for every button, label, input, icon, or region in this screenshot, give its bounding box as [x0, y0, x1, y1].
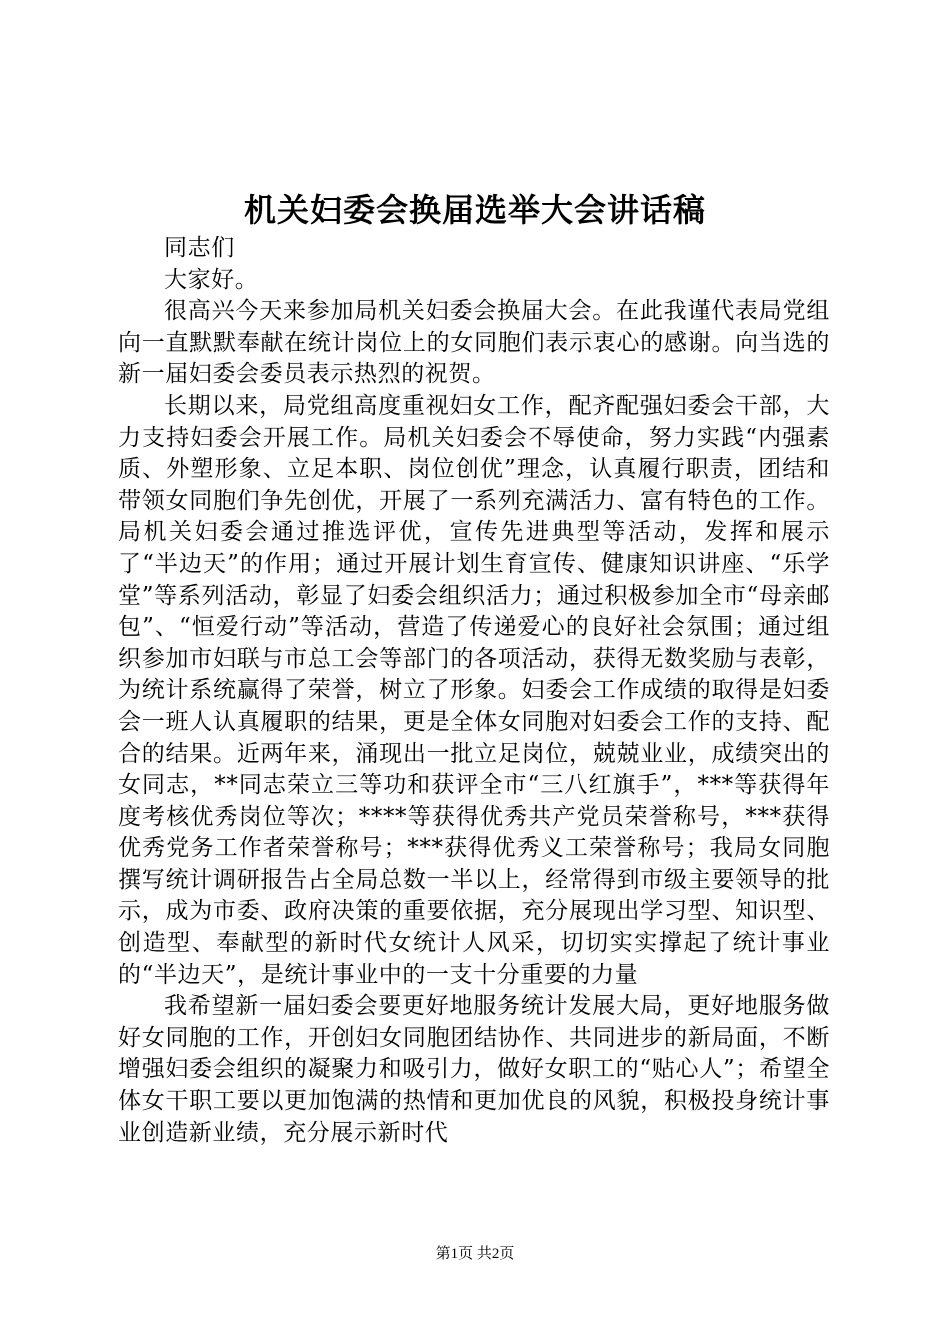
paragraph-opening: 很高兴今天来参加局机关妇委会换届大会。在此我谨代表局党组向一直默默奉献在统计岗位上的女同胞们表示衷心的感谢。向当选的新一届妇委会委员表示热烈的祝贺。 — [118, 298, 830, 388]
greeting: 大家好。 — [164, 266, 259, 293]
document-title: 机关妇委会换届选举大会讲话稿 — [243, 191, 706, 229]
page-number: 第1页 — [435, 1246, 474, 1262]
page-footer — [0, 1244, 950, 1264]
page-total: 共2页 — [476, 1246, 515, 1262]
paragraph-achievements: 长期以来，局党组高度重视妇女工作，配齐配强妇委会干部，大力支持妇委会开展工作。局机关妇委会不辱使命，努力实践“内强素质、外塑形象、立足本职、岗位创优”理念，认真履行职责，团结和带领女同胞们争先创优，开展了一系列充满活力、富有特色的工作。局机关妇委会通过推选评优，宣传先进典型等活动，发挥和展示了“半边天”的作用；通过开展计划生育宣传、健康知识讲座、“乐学堂”等系列活动，彰显了妇委会组织活力；通过积极参加全市“母亲邮包”、“恒爱行动”等活动，营造了传递爱心的良好社会氛围；通过组织参加市妇联与市总工会等部门的各项活动，获得无数奖励与表彰，为统计系统赢得了荣誉，树立了形象。妇委会工作成绩的取得是妇委会一班人认真履职的结果，更是全体女同胞对妇委会工作的支持、配合的结果。近两年来，涌现出一批立足岗位，兢兢业业，成绩突出的女同志，**同志荣立三等功和获评全市“三八红旗手”，***等获得年度考核优秀岗位等次；****等获得优秀共产党员荣誉称号，***获得优秀党务工作者荣誉称号；***获得优秀义工荣誉称号；我局女同胞撰写统计调研报告占全局总数一半以上，经常得到市级主要领导的批示，成为市委、政府决策的重要依据，充分展现出学习型、知识型、创造型、奉献型的新时代女统计人风采，切切实实撑起了统计事业的“半边天”，是统计事业中的一支十分重要的力量 — [118, 392, 830, 988]
salutation: 同志们 — [164, 235, 235, 261]
document-body — [118, 233, 830, 1149]
paragraph-hopes: 我希望新一届妇委会要更好地服务统计发展大局，更好地服务做好女同胞的工作，开创妇女同胞团结协作、共同进步的新局面，不断增强妇委会组织的凝聚力和吸引力，做好女职工的“贴心人”；希望全体女干职工要以更加饱满的热情和更加优良的风貌，积极投身统计事业创造新业绩，充分展示新时代 — [118, 993, 830, 1146]
